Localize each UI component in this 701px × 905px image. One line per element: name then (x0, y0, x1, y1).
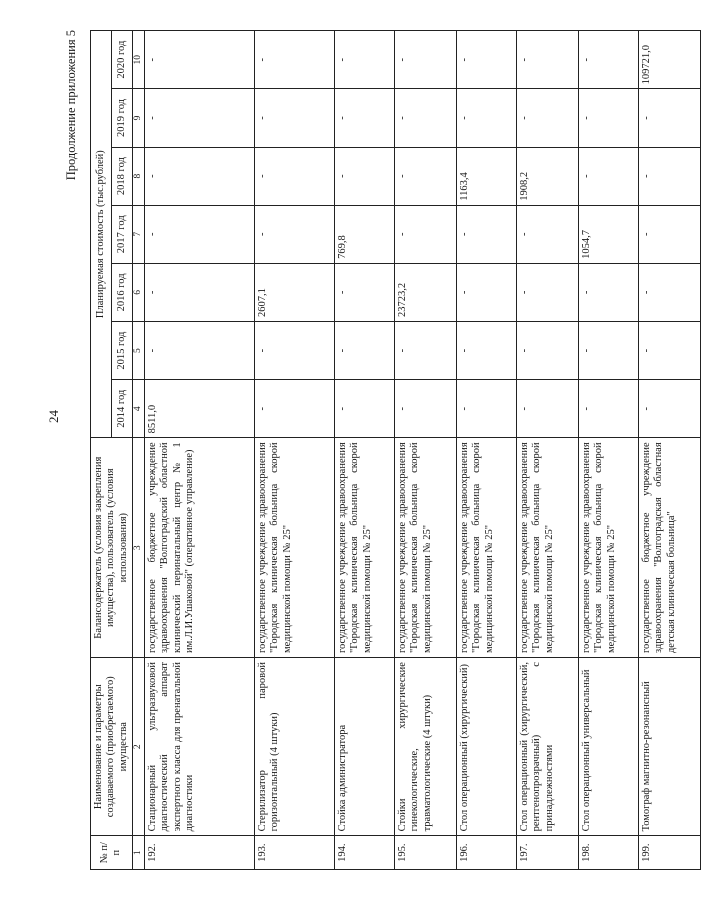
table-row (578, 31, 638, 870)
column-number: 8 (132, 147, 144, 205)
row-number: 194. (334, 836, 394, 870)
property-table (90, 30, 701, 870)
continuation-label: Продолжение приложения 5 (64, 30, 78, 181)
cost-cell: - (578, 263, 638, 321)
table-row (516, 31, 578, 870)
row-number: 193. (254, 836, 334, 870)
cost-cell: - (334, 89, 394, 147)
item-holder: государственное учреждение здравоохранения "Городская клиническая больница скорой медицинской помощи № 25" (516, 438, 578, 658)
column-number: 5 (132, 322, 144, 380)
item-name: Стойка администратора (334, 658, 394, 836)
row-number: 199. (638, 836, 700, 870)
cost-cell: 23723,2 (394, 263, 456, 321)
item-name: Стойки хирургические гинекологические, травматологические (4 штуки) (394, 658, 456, 836)
cost-cell: - (334, 31, 394, 89)
item-name: Стерилизатор паровой горизонтальный (4 штуки) (254, 658, 334, 836)
column-number: 3 (132, 438, 144, 658)
column-number: 7 (132, 205, 144, 263)
cost-cell: - (638, 147, 700, 205)
cost-cell: - (456, 89, 516, 147)
header-year: 2015 год (111, 322, 132, 380)
cost-cell: - (456, 380, 516, 438)
cost-cell: - (638, 205, 700, 263)
table-row (254, 31, 334, 870)
cost-cell: - (578, 147, 638, 205)
cost-cell: - (456, 205, 516, 263)
cost-cell: - (144, 31, 254, 89)
table-row (144, 31, 254, 870)
cost-cell: - (334, 263, 394, 321)
table-row (394, 31, 456, 870)
item-holder: государственное бюджетное учреждение здравоохранения "Волгоградский областной клинический перинатальный центр № 1 им.Л.И.Ушаковой" (оперативное управление) (144, 438, 254, 658)
page-number: 24 (46, 410, 61, 423)
cost-cell: - (144, 147, 254, 205)
cost-cell: - (638, 322, 700, 380)
table-row (638, 31, 700, 870)
cost-cell: - (516, 89, 578, 147)
cost-cell: - (254, 380, 334, 438)
cost-cell: - (144, 205, 254, 263)
table-body (144, 31, 700, 870)
cost-cell: - (516, 205, 578, 263)
table-row (456, 31, 516, 870)
column-number: 4 (132, 380, 144, 438)
item-name: Стол операционный (хирургический, рентгенопрозрачный) с принадлежностями (516, 658, 578, 836)
cost-cell: 8511,0 (144, 380, 254, 438)
header-name: Наименование и параметры создаваемого (приобретаемого) имущества (91, 658, 133, 836)
header-year: 2018 год (111, 147, 132, 205)
item-name: Томограф магнитно-резонансный (638, 658, 700, 836)
cost-cell: - (254, 89, 334, 147)
rotated-page-content (64, 30, 677, 870)
item-name: Стол операционный универсальный (578, 658, 638, 836)
row-number: 196. (456, 836, 516, 870)
row-number: 197. (516, 836, 578, 870)
cost-cell: - (638, 380, 700, 438)
cost-cell: - (516, 380, 578, 438)
row-number: 198. (578, 836, 638, 870)
cost-cell: - (254, 205, 334, 263)
cost-cell: - (394, 205, 456, 263)
header-planned-cost: Планируемая стоимость (тыс.рублей) (91, 31, 112, 438)
item-holder: государственное учреждение здравоохранения "Городская клиническая больница скорой медицинской помощи № 25" (456, 438, 516, 658)
header-year: 2014 год (111, 380, 132, 438)
cost-cell: 2607,1 (254, 263, 334, 321)
cost-cell: - (638, 89, 700, 147)
cost-cell: 769,8 (334, 205, 394, 263)
cost-cell: - (144, 263, 254, 321)
item-holder: государственное учреждение здравоохранения "Городская клиническая больница скорой медицинской помощи № 25" (334, 438, 394, 658)
column-number: 2 (132, 658, 144, 836)
header-year: 2019 год (111, 89, 132, 147)
cost-cell: - (254, 322, 334, 380)
row-number: 195. (394, 836, 456, 870)
cost-cell: - (394, 380, 456, 438)
item-holder: государственное бюджетное учреждение здравоохранения "Волгоградская областная детская клиническая больница" (638, 438, 700, 658)
cost-cell: - (334, 322, 394, 380)
cost-cell: - (578, 380, 638, 438)
cost-cell: - (394, 31, 456, 89)
cost-cell: - (456, 322, 516, 380)
cost-cell: - (254, 31, 334, 89)
item-holder: государственное учреждение здравоохранения "Городская клиническая больница скорой медицинской помощи № 25" (578, 438, 638, 658)
column-number: 6 (132, 263, 144, 321)
column-number: 9 (132, 89, 144, 147)
cost-cell: - (394, 89, 456, 147)
cost-cell: - (578, 89, 638, 147)
row-number: 192. (144, 836, 254, 870)
cost-cell: - (334, 380, 394, 438)
cost-cell: - (144, 322, 254, 380)
cost-cell: - (578, 322, 638, 380)
cost-cell: 1163,4 (456, 147, 516, 205)
cost-cell: - (516, 263, 578, 321)
item-holder: государственное учреждение здравоохранения "Городская клиническая больница скорой медицинской помощи № 25" (394, 438, 456, 658)
cost-cell: - (578, 31, 638, 89)
cost-cell: - (456, 31, 516, 89)
header-year: 2020 год (111, 31, 132, 89)
cost-cell: - (254, 147, 334, 205)
column-number: 10 (132, 31, 144, 89)
cost-cell: - (516, 31, 578, 89)
cost-cell: - (144, 89, 254, 147)
cost-cell: 109721,0 (638, 31, 700, 89)
cost-cell: - (334, 147, 394, 205)
header-year: 2017 год (111, 205, 132, 263)
cost-cell: - (394, 147, 456, 205)
header-num: № п/п (91, 836, 133, 870)
cost-cell: - (516, 322, 578, 380)
cost-cell: - (394, 322, 456, 380)
cost-cell: - (456, 263, 516, 321)
item-name: Стационарный ультразвуковой диагностический аппарат экспертного класса для пренатальной диагностики (144, 658, 254, 836)
header-year: 2016 год (111, 263, 132, 321)
cost-cell: 1054,7 (578, 205, 638, 263)
column-number: 1 (132, 836, 144, 870)
cost-cell: 1908,2 (516, 147, 578, 205)
cost-cell: - (638, 263, 700, 321)
table-row (334, 31, 394, 870)
item-name: Стол операционный (хирургический) (456, 658, 516, 836)
header-holder: Балансодержатель (условия закрепления имущества), пользователь (условия использования) (91, 438, 133, 658)
item-holder: государственное учреждение здравоохранения "Городская клиническая больница скорой медицинской помощи № 25" (254, 438, 334, 658)
